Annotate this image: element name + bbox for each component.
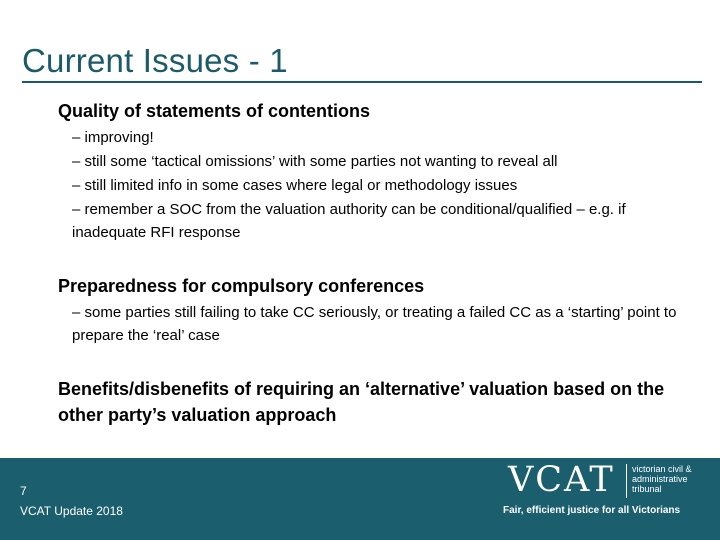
section-heading: Preparedness for compulsory conferences xyxy=(58,276,425,296)
logo-subtext-line: tribunal xyxy=(632,484,662,494)
footer-bar xyxy=(0,458,720,540)
logo-tagline: Fair, efficient justice for all Victorians xyxy=(503,505,681,516)
bullet-item xyxy=(58,301,698,347)
logo-subtext-line: victorian civil & xyxy=(632,464,692,474)
bullet-text: – some parties still failing to take CC seriously, or treating a failed CC as a ‘starting’ point to prepare the ‘real’ case xyxy=(72,304,677,344)
bullet-item xyxy=(58,174,698,198)
section-compulsory-conferences xyxy=(58,275,698,347)
bullet-list xyxy=(58,301,698,347)
bullet-text: – remember a SOC from the valuation authority can be conditional/qualified – e.g. if inadequate RFI response xyxy=(72,201,626,241)
bullet-item xyxy=(58,150,698,174)
bullet-text: – still some ‘tactical omissions’ with some parties not wanting to reveal all xyxy=(72,153,558,170)
section-heading: Quality of statements of contentions xyxy=(58,101,371,121)
bullet-text: – improving! xyxy=(72,129,154,146)
logo-wordmark: VCAT xyxy=(508,460,615,500)
page-number: 7 xyxy=(20,484,27,498)
section-statements-of-contentions xyxy=(58,100,698,244)
bullet-item xyxy=(58,126,698,150)
section-heading: Benefits/disbenefits of requiring an ‘alternative’ valuation based on the other party’s valuation approach xyxy=(58,379,665,425)
logo-divider xyxy=(626,464,627,498)
bullet-text: – still limited info in some cases where legal or methodology issues xyxy=(72,177,518,194)
bullet-list xyxy=(58,126,698,244)
logo-subtext-line: administrative xyxy=(632,474,688,484)
section-alternative-valuation xyxy=(58,376,698,428)
logo-subtext xyxy=(632,464,712,494)
vcat-logo xyxy=(503,460,708,538)
title-divider xyxy=(22,81,702,83)
footer-label: VCAT Update 2018 xyxy=(20,504,123,518)
slide-title: Current Issues - 1 xyxy=(22,42,288,79)
bullet-item xyxy=(58,198,698,244)
